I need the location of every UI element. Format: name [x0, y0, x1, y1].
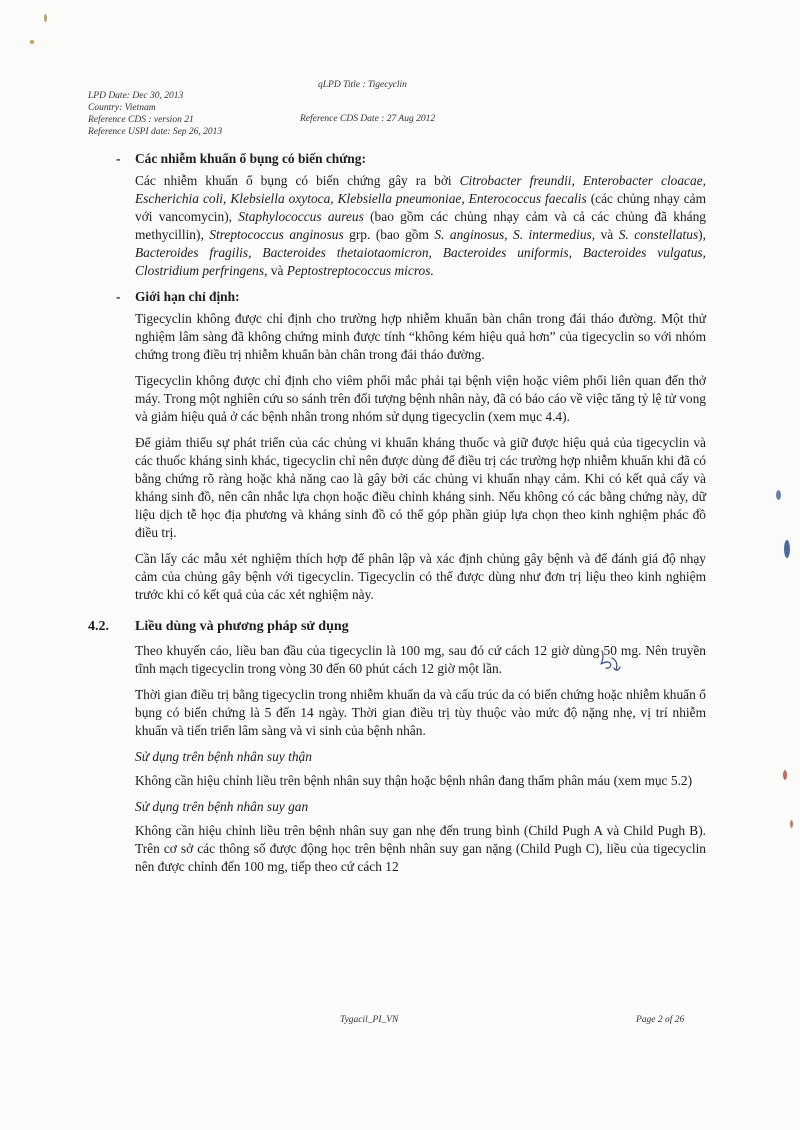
- hepatic-heading: Sử dụng trên bệnh nhân suy gan: [135, 799, 309, 814]
- intra-abdominal-heading-text: Các nhiễm khuẩn ổ bụng có biến chứng:: [135, 151, 366, 166]
- paragraph-text: và: [267, 263, 287, 278]
- limits-heading-text: Giới hạn chỉ định:: [135, 289, 240, 304]
- bullet-dash: -: [116, 151, 121, 166]
- document-body: [88, 150, 706, 884]
- paragraph-text: Các nhiễm khuẩn ổ bụng có biến chứng gây ra bởi: [135, 173, 460, 188]
- limits-paragraph-2: Tigecyclin không được chỉ định cho viêm phổi mắc phải tại bệnh viện hoặc viêm phổi liên quan đến thở máy. Trong một nghiên cứu so sánh trên đối tượng bệnh nhân này, đã có báo cáo về việc tăng tỷ lệ tử vong và giảm hiệu quả ở các bệnh nhân trong nhóm sử dụng tigecyclin (xem mục 4.4).: [135, 373, 706, 424]
- cds-date: Reference CDS Date : 27 Aug 2012: [300, 114, 436, 124]
- scan-speck: [790, 820, 793, 828]
- scan-speck: [784, 540, 790, 558]
- section-title: Liều dùng và phương pháp sử dụng: [135, 619, 349, 634]
- paragraph-text: ),: [698, 227, 706, 242]
- scan-speck: [776, 490, 781, 500]
- header-meta: [88, 90, 222, 138]
- organism-name: Bacteroides fragilis, Bacteroides thetaiotaomicron, Bacteroides uniformis, Bacteroides vulgatus, Clostridium perfringens,: [135, 245, 706, 278]
- organism-name: Streptococcus anginosus: [209, 227, 344, 242]
- dosage-paragraph-1: Theo khuyến cáo, liều ban đầu của tigecyclin là 100 mg, sau đó cứ cách 12 giờ dùng 50 mg. Nên truyền tĩnh mạch tigecyclin trong vòng 30 đến 60 phút cách 12 giờ một lần.: [135, 643, 706, 676]
- scan-speck: [44, 14, 47, 22]
- uspi-date: Reference USPI date: Sep 26, 2013: [88, 127, 223, 137]
- organism-name: Citrobacter freundii, Enterobacter cloacae, Escherichia coli, Klebsiella oxytoca, Klebsiella pneumoniae, Enterococcus faecalis: [135, 173, 706, 206]
- scan-speck: [30, 40, 34, 44]
- intra-abdominal-heading: [88, 150, 706, 168]
- paragraph-text: (bao gồm các chủng nhạy cảm và cả các chủng đã kháng methycillin),: [135, 209, 706, 242]
- renal-heading: Sử dụng trên bệnh nhân suy thận: [135, 749, 312, 764]
- limits-paragraph-4: Cần lấy các mẫu xét nghiệm thích hợp để phân lập và xác định chủng gây bệnh và để đánh giá độ nhạy cảm của chủng gây bệnh với tigecyclin. Tigecyclin có thể được dùng như đơn trị liệu theo kinh nghiệm trước khi có kết quả của các xét nghiệm này.: [135, 551, 706, 602]
- footer-doc-id: Tygacil_PI_VN: [340, 1015, 399, 1025]
- renal-paragraph: Không cần hiệu chỉnh liều trên bệnh nhân suy thận hoặc bệnh nhân đang thẩm phân máu (xem mục 5.2): [135, 773, 693, 788]
- limits-paragraph-3: Để giảm thiểu sự phát triển của các chủng vi khuẩn kháng thuốc và giữ được hiệu quả của tigecyclin và các thuốc kháng sinh khác, tigecyclin chỉ nên được dùng để điều trị các trường hợp nhiễm khuẩn khi đã có bằng chứng rõ ràng hoặc khả năng cao là gây bởi các chủng vi khuẩn nhạy cảm. Khi có kết quả cấy và kháng sinh đồ, nên cân nhắc lựa chọn hoặc điều chỉnh kháng sinh. Nếu không có các bằng chứng này, dữ liệu dịch tễ học địa phương và kháng sinh đồ có thể góp phần giúp lựa chọn theo kinh nghiệm phác đồ điều trị.: [135, 435, 706, 540]
- organism-name: Peptostreptococcus micros.: [286, 263, 434, 278]
- country: Country: Vietnam: [88, 103, 156, 113]
- section-number: 4.2.: [88, 619, 109, 634]
- handwritten-initials: [598, 648, 622, 674]
- scan-speck: [783, 770, 787, 780]
- document-title: qLPD Title : Tigecyclin: [318, 80, 407, 90]
- limits-heading: [88, 288, 706, 306]
- limits-paragraph-1: Tigecyclin không được chỉ định cho trường hợp nhiễm khuẩn bàn chân trong đái tháo đường. Một thử nghiệm lâm sàng đã không chứng minh được tính “không kém hiệu quả hơn” của tigecyclin so với nhóm chứng trong điều trị nhiễm khuẩn bàn chân trong đái tháo đường.: [135, 311, 706, 362]
- intra-abdominal-paragraph: [135, 172, 706, 280]
- organism-name: Staphylococcus aureus: [238, 209, 364, 224]
- lpd-date: LPD Date: Dec 30, 2013: [88, 91, 184, 101]
- paragraph-text: (các chủng nhạy cảm với vancomycin),: [135, 191, 706, 224]
- dosage-paragraph-2: Thời gian điều trị bằng tigecyclin trong nhiễm khuẩn da và cấu trúc da có biến chứng hoặc nhiễm khuẩn ổ bụng có biến chứng là 5 đến 14 ngày. Thời gian điều trị tùy thuộc vào mức độ nặng nhẹ, vị trí nhiễm khuẩn và tiến triển lâm sàng và vi sinh của bệnh nhân.: [135, 687, 706, 738]
- section-4-2-heading: [88, 618, 706, 636]
- organism-name: S. constellatus: [618, 227, 699, 242]
- paragraph-text: và: [595, 227, 619, 242]
- hepatic-paragraph: Không cần hiệu chỉnh liều trên bệnh nhân suy gan nhẹ đến trung bình (Child Pugh A và Child Pugh B). Trên cơ sở các thông số được động học trên bệnh nhân suy gan nặng (Child Pugh C), liều của tigecyclin nên được chỉnh đến 100 mg, tiếp theo cứ cách 12: [135, 823, 706, 874]
- footer-page-number: Page 2 of 26: [636, 1015, 685, 1025]
- organism-name: S. anginosus, S. intermedius,: [434, 227, 596, 242]
- paragraph-text: grp. (bao gồm: [343, 227, 435, 242]
- bullet-dash: -: [116, 289, 121, 304]
- cds-version: Reference CDS : version 21: [88, 115, 194, 125]
